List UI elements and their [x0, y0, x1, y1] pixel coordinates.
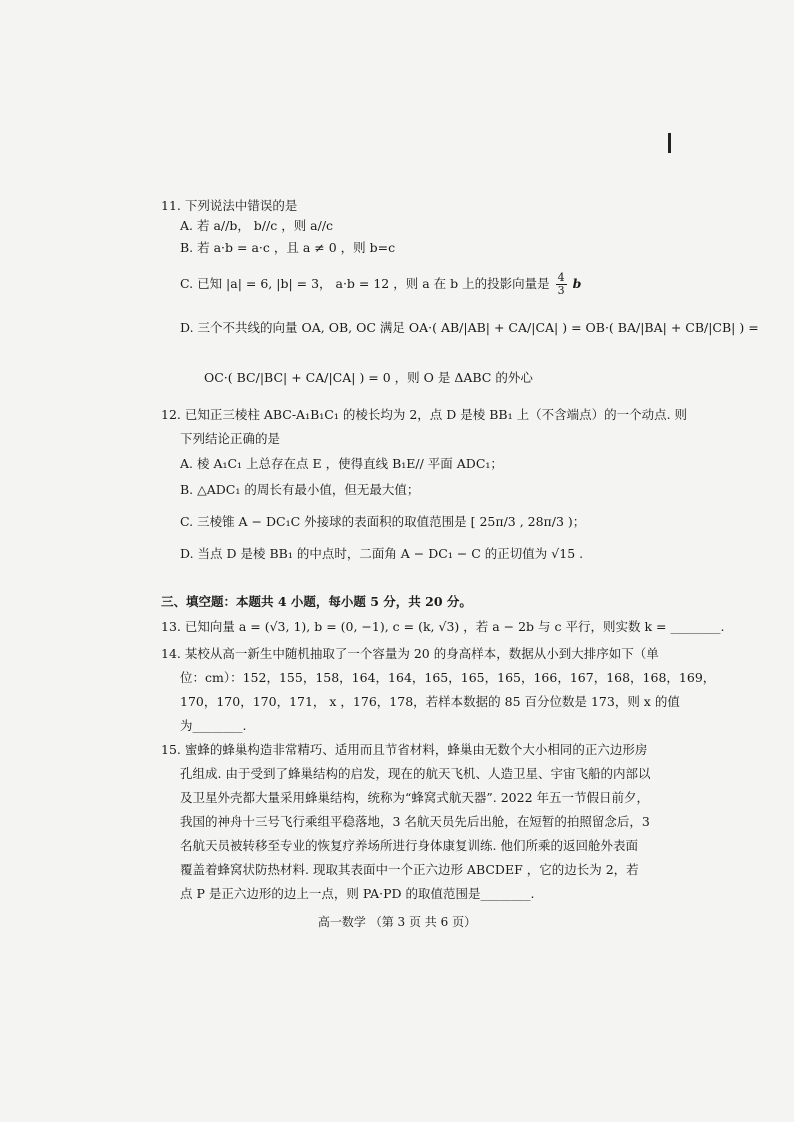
- q15-line6: 覆盖着蜂窝状防热材料. 现取其表面中一个正六边形 ABCDEF ，它的边长为 2，若: [180, 862, 639, 877]
- q15-line2: 孔组成. 由于受到了蜂巢结构的启发，现在的航天飞机、人造卫星、宇宙飞船的内部以: [180, 766, 651, 781]
- q15-line3: 及卫星外壳都大量采用蜂巢结构，统称为“蜂窝式航天器”. 2022 年五一节假日前夕，: [180, 790, 650, 805]
- q12-option-c: C. 三棱锥 A − DC₁C 外接球的表面积的取值范围是 [ 25π/3 , 28π/3 )；: [180, 514, 586, 529]
- fraction-denominator: 3: [557, 284, 565, 297]
- q12-option-d: D. 当点 D 是棱 BB₁ 的中点时，二面角 A − DC₁ − C 的正切值为 √15 .: [180, 546, 584, 561]
- q11-option-a: A. 若 a//b， b//c ，则 a//c: [180, 218, 334, 233]
- q11-stem: 11. 下列说法中错误的是: [161, 198, 298, 213]
- section-title: 三、填空题：本题共 4 小题，每小题 5 分，共 20 分。: [161, 594, 472, 609]
- q13: 13. 已知向量 a = (√3, 1), b = (0, −1), c = (k, √3) ，若 a − 2b 与 c 平行，则实数 k = ________.: [161, 619, 725, 634]
- q14-line3: 170，170，170，171， x ，176，178，若样本数据的 85 百分位数是 173，则 x 的值: [180, 694, 680, 709]
- q14-line2: 位：cm）：152，155，158，164，164，165，165，165，166，167，168，168，169，: [180, 670, 716, 685]
- q11-option-c-vector: b: [572, 276, 582, 291]
- q11-option-d-line1: D. 三个不共线的向量 OA, OB, OC 满足 OA·( AB/|AB| + CA/|CA| ) = OB·( BA/|BA| + CB/|CB| ) =: [180, 320, 759, 335]
- fraction-numerator: 4: [557, 271, 565, 284]
- q15-line5: 名航天员被转移至专业的恢复疗养场所进行身体康复训练. 他们所乘的返回舱外表面: [180, 838, 638, 853]
- q11-option-c-text: C. 已知 |a| = 6, |b| = 3， a·b = 12 ，则 a 在 b 上的投影向量是: [180, 276, 550, 291]
- q11-option-c: [180, 272, 581, 297]
- q12-option-b: B. △ADC₁ 的周长有最小值，但无最大值；: [180, 482, 420, 497]
- q15-line7: 点 P 是正六边形的边上一点，则 PA·PD 的取值范围是________.: [180, 886, 535, 901]
- q14-line4: 为________.: [180, 718, 247, 733]
- q15-line1: 15. 蜜蜂的蜂巢构造非常精巧、适用而且节省材料，蜂巢由无数个大小相同的正六边形房: [161, 742, 648, 757]
- q12-stem-line1: 12. 已知正三棱柱 ABC-A₁B₁C₁ 的棱长均为 2，点 D 是棱 BB₁ 上（不含端点）的一个动点. 则: [161, 407, 688, 422]
- q11-option-d-line2: OC·( BC/|BC| + CA/|CA| ) = 0 ，则 O 是 ΔABC 的外心: [204, 370, 533, 385]
- q15-line4: 我国的神舟十三号飞行乘组平稳落地，3 名航天员先后出舱，在短暂的拍照留念后，3: [180, 814, 650, 829]
- page-footer: 高一数学 （第 3 页 共 6 页）: [317, 915, 477, 929]
- q11-option-b: B. 若 a·b = a·c ，且 a ≠ 0 ，则 b=c: [180, 240, 396, 255]
- q12-stem-line2: 下列结论正确的是: [180, 431, 281, 446]
- q14-line1: 14. 某校从高一新生中随机抽取了一个容量为 20 的身高样本，数据从小到大排序如下（单: [161, 646, 659, 661]
- q12-option-a: A. 棱 A₁C₁ 上总存在点 E ，使得直线 B₁E// 平面 ADC₁；: [180, 456, 503, 471]
- page-edge-mark: [668, 133, 671, 153]
- q11-option-c-fraction: [556, 272, 567, 297]
